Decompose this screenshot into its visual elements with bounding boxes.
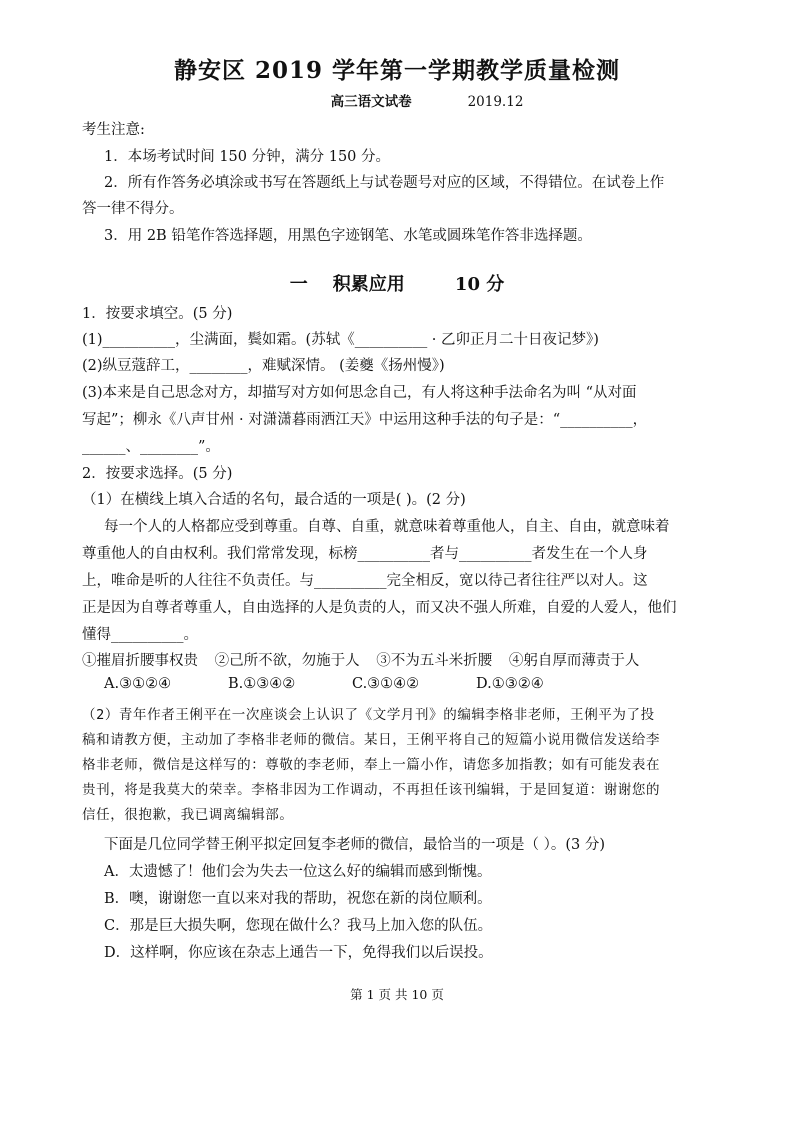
page-number: 第 1 页 共 10 页 [350, 987, 444, 1002]
notice-item: 3．用 2B 铅笔作答选择题，用黑色字迹钢笔、水笔或圆珠笔作答非选择题。 [104, 228, 592, 244]
choice-option: B.①③④② [228, 676, 296, 692]
question-1-line: (3)本来是自己思念对方，却描写对方如何思念自己，有人将这种手法命名为叫 “从对面 [82, 385, 637, 401]
choice-option: A.③①②④ [104, 676, 172, 692]
choice-option: C.③①④② [352, 676, 420, 692]
quote-option: ④躬自厚而薄责于人 [508, 653, 640, 669]
passage-line: 正是因为自尊者尊重人，自由选择的人是负责的人，而又决不强人所难，自爱的人爱人，他们 [82, 600, 677, 616]
passage-line: 懂得__________。 [82, 627, 198, 643]
part-2-text-line: 贵刊，将是我莫大的荣幸。李格非因为工作调动，不再担任该刊编辑，于是回复道：谢谢您的 [82, 782, 661, 798]
answer-option: B．噢，谢谢您一直以来对我的帮助，祝您在新的岗位顺利。 [104, 891, 492, 907]
question-1-line: (1)__________，尘满面，鬓如霜。(苏轼《__________ · 乙卯正月二十日夜记梦》) [82, 332, 599, 348]
question-2-part-1-stem: （1）在横线上填入合适的名句，最合适的一项是( )。(2 分) [82, 492, 466, 508]
answer-option: C．那是巨大损失啊，您现在做什么？我马上加入您的队伍。 [104, 918, 493, 934]
passage-line: 上，唯命是听的人往往不负责任。与__________完全相反，宽以待己者往往严以对人。这 [82, 573, 648, 589]
subject-name: 高三语文试卷 [330, 94, 412, 110]
answer-option: D．这样啊，你应该在杂志上通告一下，免得我们以后误投。 [104, 945, 493, 961]
quote-option: ②己所不欲，勿施于人 [214, 653, 360, 669]
exam-date: 2019.12 [467, 94, 524, 110]
quote-options [82, 649, 651, 670]
notice-item: 答一律不得分。 [82, 201, 184, 217]
part-2-text-line: 信任，很抱歉，我已调离编辑部。 [82, 807, 294, 823]
choice-option: D.①③②④ [476, 676, 544, 692]
part-2-text-line: 格非老师，微信是这样写的：尊敬的李老师，奉上一篇小作，请您多加指教；如有可能发表在 [82, 757, 661, 773]
notice-item: 1．本场考试时间 150 分钟，满分 150 分。 [104, 149, 391, 165]
choice-row [104, 676, 600, 692]
passage-line: 每一个人的人格都应受到尊重。自尊、自重，就意味着尊重他人，自主、自由，就意味着 [104, 519, 670, 535]
passage-line: 尊重他人的自由权利。我们常常发现，标榜__________者与__________者发生在一个人身 [82, 546, 648, 562]
quote-option: ①摧眉折腰事权贵 [82, 653, 198, 669]
question-1-line: (2)纵豆蔻辞工，________，难赋深情。 (姜夔《扬州慢》) [82, 358, 445, 374]
notice-item: 2．所有作答务必填涂或书写在答题纸上与试卷题号对应的区域，不得错位。在试卷上作 [104, 175, 665, 191]
part-2-question: 下面是几位同学替王俐平拟定回复李老师的微信，最恰当的一项是（ ）。(3 分) [104, 837, 606, 853]
question-1-stem: 1．按要求填空。(5 分) [82, 306, 233, 322]
part-2-text-line: （2）青年作者王俐平在一次座谈会上认识了《文学月刊》的编辑李格非老师，王俐平为了投 [82, 707, 655, 723]
notice-heading: 考生注意: [82, 122, 145, 138]
question-1-line: ______、________”。 [82, 439, 220, 455]
part-2-text-line: 稿和请教方便，主动加了李格非老师的微信。某日，王俐平将自己的短篇小说用微信发送给李 [82, 732, 661, 748]
exam-subtitle [0, 90, 794, 110]
question-1-line: 写起”；柳永《八声甘州 · 对潇潇暮雨洒江天》中运用这种手法的句子是：“__________， [82, 412, 648, 428]
quote-option: ③不为五斗米折腰 [376, 653, 493, 669]
question-2-stem: 2．按要求选择。(5 分) [82, 466, 233, 482]
exam-title: 静安区 2019 学年第一学期教学质量检测 [173, 57, 621, 84]
section-heading: 一 积累应用 10 分 [289, 274, 505, 295]
answer-option: A．太遗憾了！他们会为失去一位这么好的编辑而感到惭愧。 [104, 864, 492, 880]
